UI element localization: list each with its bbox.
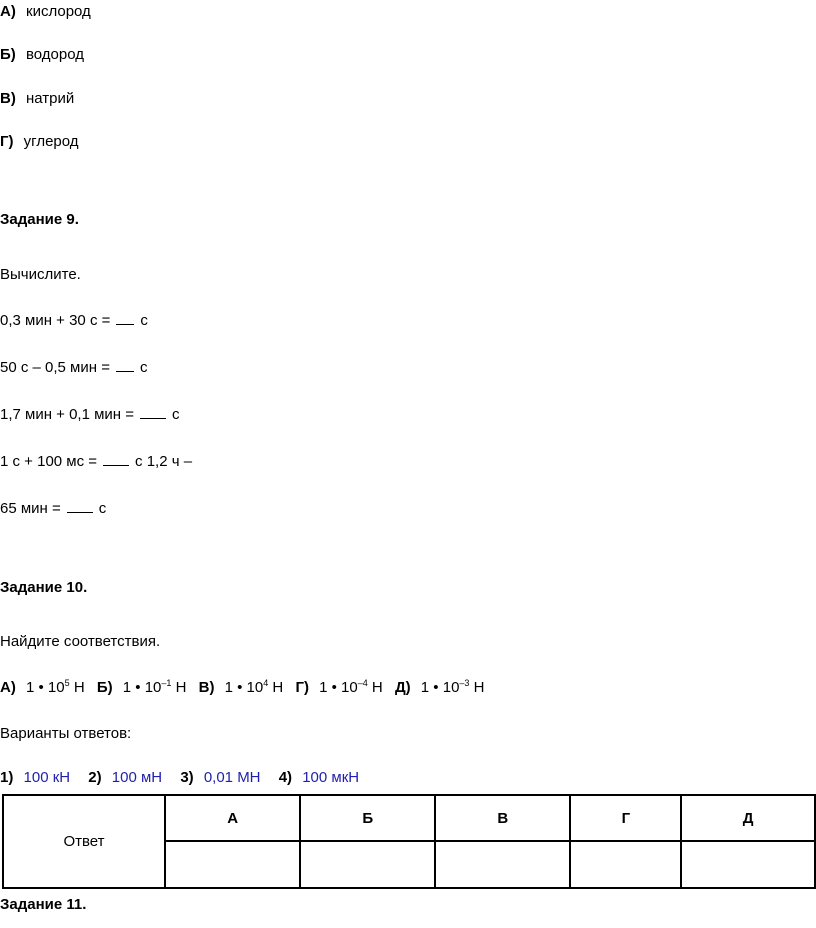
option-letter: А) — [0, 3, 16, 20]
variant-text: 100 кН — [23, 769, 71, 786]
option-b — [0, 45, 84, 65]
option-a — [0, 2, 91, 22]
option-v — [0, 89, 74, 109]
item-letter: Б) — [96, 679, 113, 696]
column-header-v: В — [435, 795, 570, 841]
item-exponent: 5 — [64, 678, 70, 688]
unit: с — [98, 500, 107, 517]
expression: 1 с + 100 мс = — [0, 453, 98, 470]
task11-title: Задание 11. — [0, 896, 87, 913]
answer-cell-v[interactable] — [435, 841, 570, 888]
option-letter: Б) — [0, 46, 16, 63]
item-exponent: –1 — [161, 678, 172, 688]
variant-number: 2) — [88, 769, 102, 786]
expression: 1,7 мин + 0,1 мин = — [0, 406, 135, 423]
answer-blank[interactable] — [67, 499, 93, 513]
answer-row-label: Ответ — [3, 795, 165, 888]
column-header-a: А — [165, 795, 300, 841]
answer-blank[interactable] — [116, 311, 134, 325]
variant-text: 100 мкН — [302, 769, 360, 786]
task9-line-3 — [0, 405, 180, 425]
item-letter: Д) — [394, 679, 411, 696]
item-letter: В) — [198, 679, 215, 696]
task9-line-1 — [0, 311, 148, 331]
item-base: 1 • 10 — [122, 679, 162, 696]
expression: 0,3 мин + 30 с = — [0, 312, 111, 329]
unit: с — [140, 312, 148, 329]
item-exponent: –3 — [459, 678, 470, 688]
option-letter: Г) — [0, 133, 14, 150]
column-header-b: Б — [300, 795, 435, 841]
item-exponent: –4 — [357, 678, 368, 688]
unit: с — [139, 359, 148, 376]
item-unit: Н — [473, 679, 485, 696]
task10-items — [0, 678, 484, 698]
variant-number: 4) — [278, 769, 293, 786]
unit: с — [172, 406, 180, 423]
variant-text: 100 мН — [111, 769, 163, 786]
answer-blank[interactable] — [116, 358, 134, 372]
task9-title: Задание 9. — [0, 211, 79, 228]
option-text: кислород — [26, 3, 91, 20]
variants-label: Варианты ответов: — [0, 725, 132, 742]
item-base: 1 • 10 — [224, 679, 264, 696]
task10-title: Задание 10. — [0, 579, 88, 596]
answer-table-header-row — [3, 795, 815, 841]
option-letter: В) — [0, 90, 16, 107]
task9-line-4 — [0, 452, 192, 472]
answer-blank[interactable] — [103, 452, 129, 466]
column-header-d: Д — [681, 795, 815, 841]
column-header-g: Г — [570, 795, 681, 841]
item-letter: Г) — [295, 679, 309, 696]
item-letter: А) — [0, 679, 16, 696]
variant-number: 1) — [0, 769, 14, 786]
answer-cell-g[interactable] — [570, 841, 681, 888]
item-unit: Н — [371, 679, 383, 696]
item-unit: Н — [73, 679, 85, 696]
item-exponent: 4 — [263, 678, 269, 688]
variant-number: 3) — [180, 769, 194, 786]
expression: 65 мин = — [0, 500, 61, 517]
variant-text: 0,01 МН — [203, 769, 261, 786]
task9-line-2 — [0, 358, 147, 378]
item-unit: Н — [272, 679, 284, 696]
option-text: водород — [25, 46, 84, 63]
item-unit: Н — [175, 679, 187, 696]
option-text: углерод — [23, 133, 79, 150]
expression: 50 с – 0,5 мин = — [0, 359, 110, 376]
item-base: 1 • 10 — [420, 679, 460, 696]
task10-variants — [0, 768, 359, 788]
task9-line-5 — [0, 499, 106, 519]
unit: с 1,2 ч – — [135, 453, 193, 470]
task10-instruction: Найдите соответствия. — [0, 633, 161, 650]
task9-instruction: Вычислите. — [0, 266, 81, 283]
item-base: 1 • 10 — [319, 679, 358, 696]
answer-cell-a[interactable] — [165, 841, 300, 888]
answer-blank[interactable] — [140, 405, 166, 419]
item-base: 1 • 10 — [26, 679, 65, 696]
answer-cell-b[interactable] — [300, 841, 435, 888]
option-g — [0, 132, 79, 152]
option-text: натрий — [26, 90, 75, 107]
answer-table — [2, 794, 816, 889]
answer-cell-d[interactable] — [681, 841, 815, 888]
